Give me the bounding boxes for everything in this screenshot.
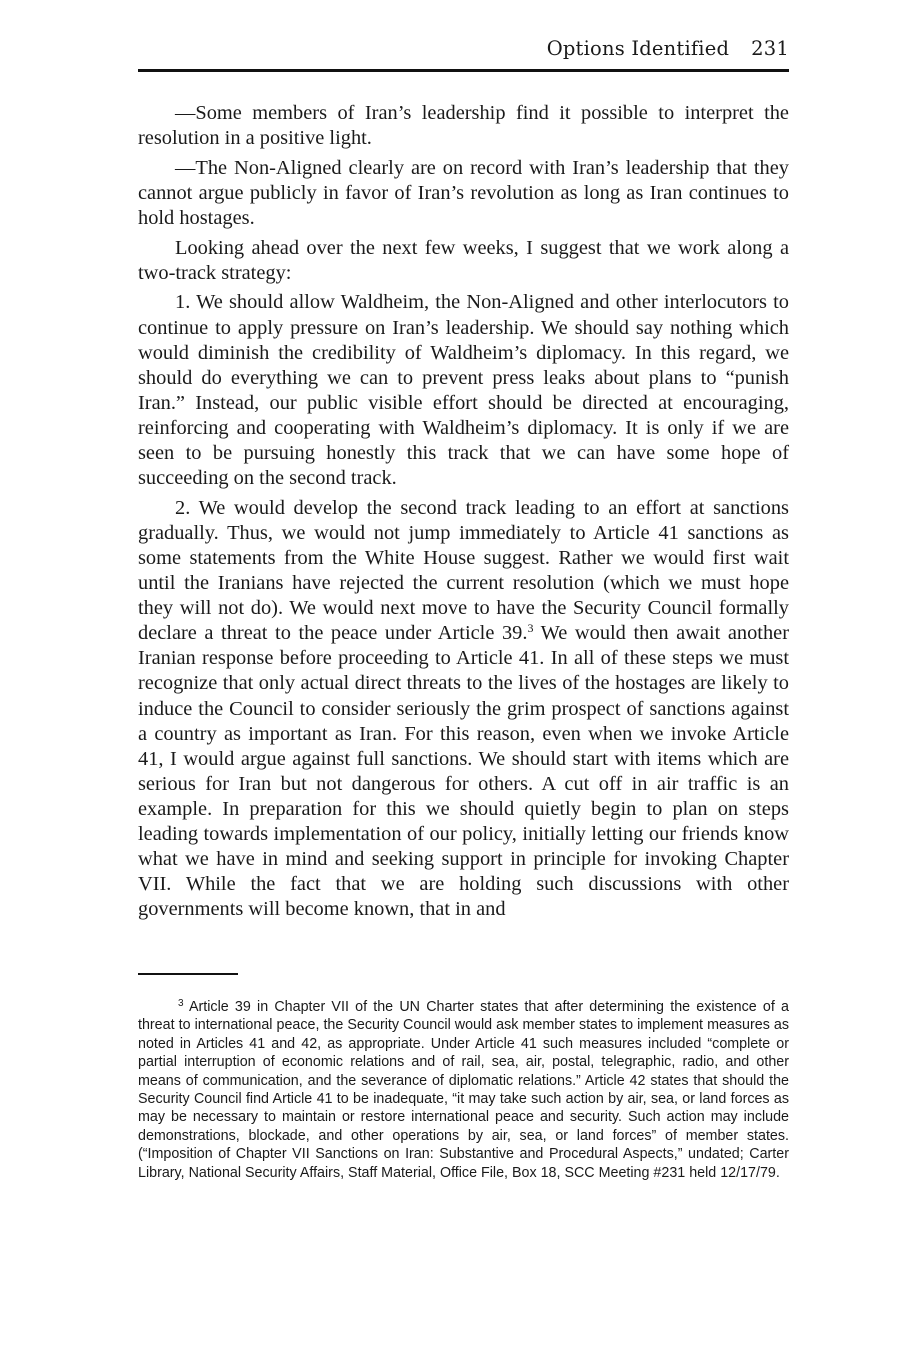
paragraph-second-track [138,496,789,923]
page-number: 231 [751,37,789,60]
footnote-marker: 3 [178,998,184,1009]
paragraph: —The Non-Aligned clearly are on record with Iran’s leadership that they cannot argue publicly in favor of Iran’s revolution as long as Iran continues to hold hostages. [138,156,789,229]
footnote-rule [138,973,238,975]
page-body [138,36,789,927]
main-text [138,101,789,922]
article-number: 39. [501,622,528,645]
footnote-text: Article 39 in Chapter VII of the UN Charter states that after determining the existence of a threat to international peace, the Security Council would ask member states to implement measures as noted in Articles 41 and 42, as appropriate. Under Article 41 such measures included “complete or partial interruption of economic relations and of rail, sea, air, postal, telegraphic, radio, and other means of communication, and the severance of diplomatic relations.” Article 42 states that should the Security Council find Article 41 to be inadequate, “it may take such action by air, sea, or land forces as may be necessary to maintain or restore international peace and security. Such action may include demonstrations, blockade, and other operations by air, sea, or land forces” of member states. (“Imposition of Chapter VII Sanctions on Iran: Substantive and Procedural Aspects,” undated; Carter Library, National Security Affairs, Staff Material, Office File, Box 18, SCC Meeting #231 held 12/17/79. [138,999,789,1181]
paragraph-second-track-start: 2. We would develop the second track leading to an effort at sanctions gradually. Thus, we would not jump immediately to Article 41 sanctions as some statements from the White House suggest. Rather we would first wait until the Iranians have rejected the current resolution (which we must hope they will not do). We would next move to have the Security Council formally declare a threat to the peace under Article [138,496,789,645]
paragraph-second-track-rest: We would then await another Iranian response before proceeding to Article 41. In all of these steps we must recognize that only actual direct threats to the lives of the hostages are likely to induce the Council to consider seriously the grim prospect of sanctions against a country as important as Iran. For this reason, even when we invoke Article 41, I would argue against full sanctions. We should start with items which are serious for Iran but not dangerous for others. A cut off in air traffic is an example. In preparation for this we should quietly begin to plan on steps leading towards implementation of our policy, initially letting our friends know what we have in mind and seeking support in principle for invoking Chapter VII. While the fact that we are holding such discussions with other governments will become known, that in and [138,622,789,921]
paragraph: —Some members of Iran’s leadership find it possible to interpret the resolution in a positive light. [138,102,789,150]
running-head [138,36,789,62]
footnote-reference[interactable]: 3 [527,621,534,636]
paragraph: 1. We should allow Waldheim, the Non-Aligned and other interlocutors to continue to apply pressure on Iran’s leadership. We should say nothing which would diminish the credibility of Waldheim’s diplomacy. In this regard, we should do everything we can to prevent press leaks about plans to “punish Iran.” Instead, our public visible effort should be directed at encouraging, reinforcing and cooperating with Waldheim’s diplomacy. It is only if we are seen to be pursuing honestly this track that we can have some hope of succeeding on the second track. [138,291,789,490]
footnote [138,998,789,1182]
header-rule [138,69,789,72]
paragraph: Looking ahead over the next few weeks, I suggest that we work along a two-track strategy: [138,236,789,284]
running-title: Options Identified [546,37,730,60]
